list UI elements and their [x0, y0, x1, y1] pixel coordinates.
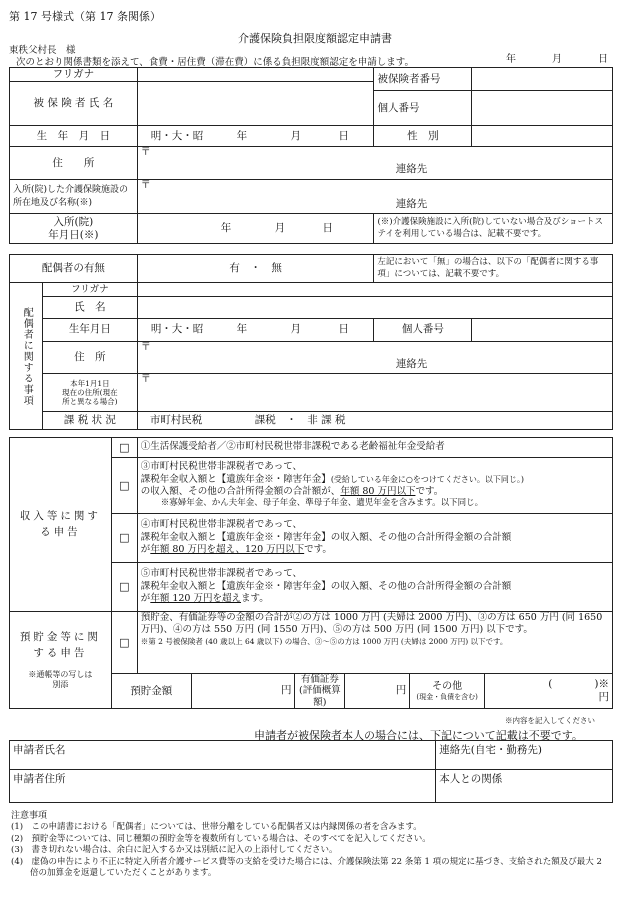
spouse-name-label: 氏 名: [42, 297, 137, 319]
spouse-contact-label: 連絡先: [395, 358, 428, 370]
spouse-personal-number-label: 個人番号: [374, 319, 472, 342]
income-option3-line2-small: (受給している年金に○をつけてください。以下同じ。): [330, 474, 525, 484]
spouse-jan1-label: [42, 374, 137, 412]
spouse-name-field[interactable]: [137, 297, 612, 319]
applicant-relation-label: 本人との関係: [439, 773, 503, 785]
applicant-address-field[interactable]: [10, 770, 436, 803]
address-field[interactable]: [137, 147, 612, 180]
insured-furigana-label: フリガナ: [10, 68, 138, 82]
savings-note: ※第 2 号被保険者 (40 歳以上 64 歳以下) の場合、③～⑤の方は 1000 万円 (夫婦は 2000 万円) 以下です。: [140, 636, 508, 646]
spouse-jan1-field[interactable]: [137, 374, 612, 412]
dob-month: 月: [290, 129, 301, 142]
income-option3-line2: [141, 474, 609, 486]
spouse-jan1-label-1: 本年1月1日: [70, 379, 110, 388]
deposit-label: 預貯金額: [111, 674, 191, 709]
income-option4-checkbox[interactable]: □: [111, 514, 137, 563]
income-option4-text: [137, 514, 612, 563]
note-item: (3) 書き切れない場合は、余白に記入するか又は別紙に記入の上添付してください。: [11, 845, 338, 856]
address-postal-mark: 〒: [140, 147, 151, 159]
spouse-presence-options[interactable]: 有 ・ 無: [137, 255, 374, 283]
other-label: [410, 674, 485, 709]
income-option5-line3-pre: が: [140, 593, 151, 605]
admission-label-1: 入所(院): [53, 215, 94, 228]
income-option3-line1: ③市町村民税世帯非課税者であって、: [140, 461, 303, 473]
applicant-relation-field[interactable]: [436, 770, 613, 803]
intro-text: 次のとおり関係書類を添えて、食費・居住費（滞在費）に係る負担限度額認定を申請します。: [16, 57, 415, 68]
form-title: 介護保険負担限度額認定申請書: [238, 32, 392, 45]
income-option3-line3: [141, 486, 609, 498]
facility-label: 入所(院)した介護保険施設の所在地及び名称(※): [10, 180, 138, 214]
other-paren: ( )※: [548, 678, 609, 691]
securities-field[interactable]: [345, 674, 410, 709]
dob-day: 日: [338, 129, 349, 142]
income-option4-line3-end: です。: [304, 544, 332, 556]
income-option4-line3: [141, 544, 609, 556]
date-day: 日: [598, 54, 608, 65]
savings-passbook-note-2: 別添: [52, 679, 69, 689]
gender-label: 性 別: [374, 126, 472, 147]
address-contact-label: 連絡先: [395, 163, 428, 176]
spouse-tax-label: 課 税 状 況: [42, 412, 137, 430]
deposit-yen: 円: [280, 684, 292, 697]
spouse-dob-label: 生年月日: [42, 319, 137, 342]
securities-label-2: (評価概算額): [299, 685, 341, 708]
income-option3-text: [137, 458, 612, 514]
spouse-dob-year: 年: [236, 323, 248, 336]
income-option1-text: ①生活保護受給者／②市町村民税世帯非課税である老齢福祉年金受給者: [137, 438, 612, 458]
dob-label: 生 年 月 日: [10, 126, 138, 147]
insured-name-label: 被 保 険 者 氏 名: [10, 82, 138, 126]
spouse-furigana-field[interactable]: [137, 283, 612, 297]
declaration-table: [9, 437, 613, 709]
notes-heading: 注意事項: [11, 811, 48, 821]
income-option5-line3: [141, 593, 609, 605]
applicant-address-label: 申請者住所: [13, 773, 66, 785]
dob-field[interactable]: [137, 126, 374, 147]
applicant-name-label: 申請者氏名: [13, 744, 66, 756]
applicant-notice: 申請者が被保険者本人の場合には、下記について記載は不要です。: [254, 729, 583, 742]
dob-era: 明・大・昭: [150, 129, 204, 142]
facility-contact-label: 連絡先: [395, 198, 428, 211]
other-yen: 円: [598, 691, 609, 704]
personal-number-label: 個人番号: [374, 91, 472, 126]
income-option5-line3-end: ます。: [241, 593, 269, 605]
admission-label-2: 年月日(※): [48, 228, 99, 241]
securities-label-1: 有価証券: [300, 674, 339, 685]
spouse-tax-options[interactable]: 市町村民税 課税 ・ 非 課 税: [137, 412, 612, 430]
other-label-1: その他: [432, 680, 463, 692]
admission-date-field[interactable]: [137, 214, 374, 244]
spouse-jan1-label-2: 現在の住所(現在: [62, 388, 118, 397]
income-option3-line2-main: 課税年金収入額と【遺族年金※・障害年金】: [140, 473, 331, 485]
admission-year: 年: [220, 222, 232, 235]
insured-name-field[interactable]: [137, 82, 374, 126]
gender-field[interactable]: [472, 126, 613, 147]
income-option4-line3-pre: が: [140, 544, 151, 556]
insured-table: [9, 67, 613, 244]
applicant-contact-label: 連絡先(自宅・勤務先): [439, 744, 542, 756]
securities-label: [295, 674, 345, 709]
personal-number-field[interactable]: [472, 91, 613, 126]
income-option4-line1: ④市町村民税世帯非課税者であって、: [140, 519, 303, 531]
savings-checkbox[interactable]: □: [111, 612, 137, 674]
income-option3-checkbox[interactable]: □: [111, 458, 137, 514]
income-option3-note: ※寡婦年金、かん夫年金、母子年金、準母子年金、遺児年金を含みます。以下同じ。: [160, 498, 484, 509]
admission-note: (※)介護保険施設に入所(院)していない場合及びショートステイを利用している場合は、記載不要です。: [374, 214, 613, 244]
spouse-address-label: 住 所: [42, 342, 137, 374]
savings-text: 預貯金、有価証券等の金額の合計が②の方は 1000 万円 (夫婦は 2000 万円)、③の方は 650 万円 (同 1650 万円)、④の方は 550 万円 (同 1550 万円)、⑤の方は 500 万円 (同 1500 万円) 以下です。: [140, 612, 603, 636]
admission-month: 月: [274, 222, 286, 235]
spouse-jan1-postal-mark: 〒: [140, 374, 151, 385]
spouse-address-field[interactable]: [137, 342, 612, 374]
note-item: (2) 預貯金等については、同じ種類の預貯金等を複数所有している場合は、そのすべてを記入してください。: [11, 833, 431, 844]
note-item: (1) この申請書における「配偶者」については、世帯分離をしている配偶者又は内縁関係の者を含みます。: [11, 822, 422, 833]
insured-furigana-field[interactable]: [137, 68, 374, 82]
spouse-jan1-label-3: 所と異なる場合): [62, 397, 118, 406]
spouse-postal-mark: 〒: [140, 342, 151, 353]
income-option1-checkbox[interactable]: □: [111, 438, 137, 458]
insured-number-label: 被保険者番号: [374, 68, 472, 91]
income-option3-line3-end: です。: [415, 486, 444, 498]
income-option4-line3-underlined: 年額 80 万円を超え、120 万円以下: [150, 544, 305, 556]
other-field[interactable]: [485, 674, 613, 709]
spouse-section-label: 配偶者に関する事項: [10, 283, 43, 430]
savings-label-cell: [10, 612, 112, 709]
date-month: 月: [552, 54, 562, 65]
spouse-furigana-label: フリガナ: [42, 283, 137, 297]
spouse-dob-month: 月: [290, 323, 301, 336]
income-option5-line1: ⑤市町村民税世帯非課税者であって、: [140, 568, 303, 580]
date-year: 年: [506, 54, 516, 65]
savings-text-cell: [137, 612, 612, 674]
income-option3-line3-underlined: 年額 80 万円以下: [340, 486, 416, 498]
address-label: 住 所: [10, 147, 138, 180]
income-option4-line2: 課税年金収入額と【遺族年金※・障害年金】の収入額、その他の合計所得金額の合計額: [140, 531, 512, 543]
facility-postal-mark: 〒: [140, 180, 151, 192]
spouse-dob-day: 日: [338, 323, 349, 336]
other-label-2: (現金・負債を含む): [416, 692, 478, 701]
applicant-contact-field[interactable]: [436, 741, 613, 770]
applicant-table: [9, 740, 613, 803]
notes-section: [11, 810, 611, 879]
spouse-dob-era: 明・大・昭: [150, 323, 204, 336]
admission-label: [10, 214, 138, 244]
dob-year: 年: [236, 129, 248, 142]
applicant-name-field[interactable]: [10, 741, 436, 770]
deposit-field[interactable]: [191, 674, 295, 709]
admission-day: 日: [322, 222, 333, 235]
securities-yen: 円: [395, 684, 407, 697]
spouse-presence-label: 配偶者の有無: [10, 255, 138, 283]
addressee: 東秩父村長 様: [9, 45, 76, 56]
income-label: 収入等に関する申告: [10, 438, 112, 612]
spouse-personal-number-field[interactable]: [472, 319, 613, 342]
savings-passbook-note-1: ※通帳等の写しは: [28, 669, 93, 679]
insured-number-field[interactable]: [472, 68, 613, 91]
note-item: (4) 虚偽の申告により不正に特定入所者介護サービス費等の支給を受けた場合には、介護保険法第 22 条第 1 項の規定に基づき、支給された額及び最大 2 倍の加算金を返還していただくことがあります。: [11, 856, 602, 879]
content-note: ※内容を記入してください: [505, 716, 595, 725]
income-option5-line2: 課税年金収入額と【遺族年金※・障害年金】の収入額、その他の合計所得金額の合計額: [140, 580, 512, 592]
spouse-table: [9, 254, 613, 430]
savings-label: 預貯金等に関する申告: [19, 631, 101, 660]
income-option3-line3-main: の収入額、その他の合計所得金額の合計額が、: [140, 486, 341, 498]
facility-field[interactable]: [137, 180, 612, 214]
income-option5-text: [137, 563, 612, 612]
income-option5-line3-underlined: 年額 120 万円を超え: [150, 593, 241, 605]
spouse-presence-note: 左記において「無」の場合は、以下の「配偶者に関する事項」については、記載不要です。: [374, 255, 613, 283]
form-number: 第 17 号様式（第 17 条関係）: [9, 10, 161, 23]
income-option5-checkbox[interactable]: □: [111, 563, 137, 612]
spouse-dob-field[interactable]: [137, 319, 374, 342]
